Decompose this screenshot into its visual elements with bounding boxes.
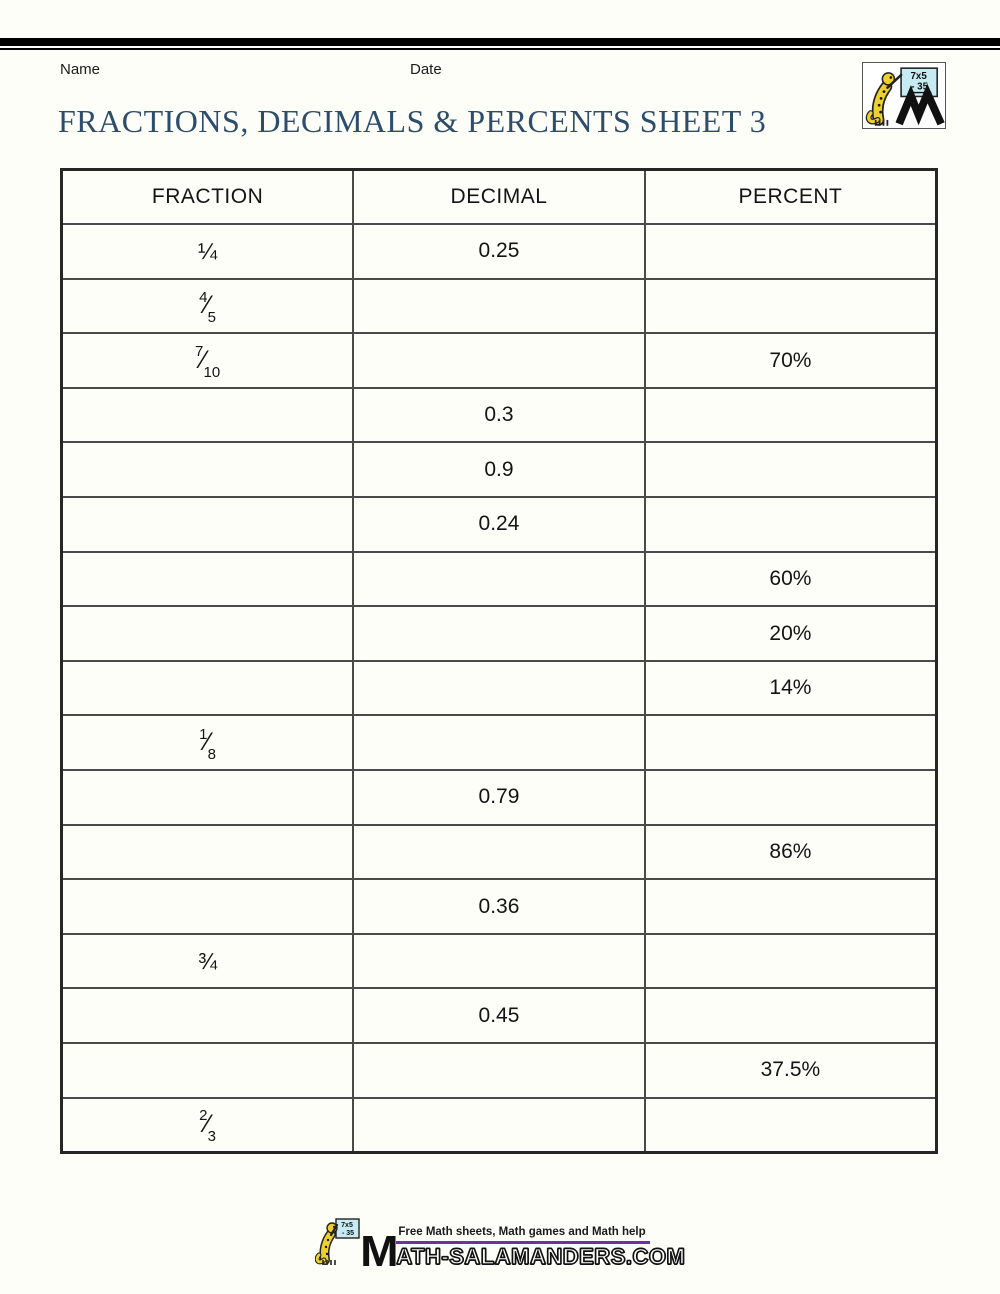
footer-salamander-icon <box>315 1216 361 1268</box>
fraction-cell <box>62 879 354 934</box>
table-row <box>62 552 937 607</box>
logo-m-icon <box>899 94 941 124</box>
top-rule-thin-line <box>0 48 1000 50</box>
fraction-value: $^1⁄_8$ <box>199 725 217 764</box>
table-header-row <box>62 170 937 225</box>
percent-cell: 14% <box>645 661 937 716</box>
decimal-cell: 0.79 <box>353 770 645 825</box>
fraction-cell <box>62 606 354 661</box>
site-logo <box>862 62 946 129</box>
top-rule <box>0 38 1000 50</box>
fraction-value: $^4⁄_5$ <box>199 288 217 327</box>
decimal-cell <box>353 1043 645 1098</box>
fraction-cell <box>62 1043 354 1098</box>
decimal-cell <box>353 825 645 880</box>
fraction-cell <box>62 715 354 770</box>
logo-board-text-1: 7x5 <box>910 70 927 82</box>
fraction-cell <box>62 1098 354 1153</box>
fraction-value: ¾ <box>197 947 218 974</box>
table-row <box>62 497 937 552</box>
date-label: Date <box>410 61 442 78</box>
footer-site-name: ATH-SALAMANDERS.COM <box>396 1243 686 1269</box>
table-row <box>62 715 937 770</box>
table-row <box>62 442 937 497</box>
footer-site-initial: M <box>359 1227 397 1277</box>
decimal-cell: 0.25 <box>353 224 645 279</box>
table-row <box>62 1043 937 1098</box>
fraction-value: ¼ <box>197 237 218 264</box>
decimal-cell: 0.36 <box>353 879 645 934</box>
percent-cell <box>645 442 937 497</box>
fraction-cell <box>62 661 354 716</box>
page-title: FRACTIONS, DECIMALS & PERCENTS SHEET 3 <box>58 103 767 139</box>
salamander-icon <box>869 73 901 126</box>
footer-tagline: Free Math sheets, Math games and Math help <box>396 1226 649 1244</box>
salamander-logo-icon <box>863 63 945 128</box>
footer <box>0 1216 1000 1277</box>
worksheet-table <box>60 168 938 1154</box>
name-label: Name <box>60 61 101 78</box>
table-row <box>62 770 937 825</box>
decimal-cell <box>353 1098 645 1153</box>
table-row <box>62 1098 937 1153</box>
percent-cell: 86% <box>645 825 937 880</box>
percent-cell: 20% <box>645 606 937 661</box>
percent-cell <box>645 715 937 770</box>
percent-cell: 60% <box>645 552 937 607</box>
fraction-cell <box>62 770 354 825</box>
decimal-cell <box>353 606 645 661</box>
decimal-cell <box>353 333 645 388</box>
table-row <box>62 661 937 716</box>
table-row <box>62 825 937 880</box>
decimal-cell <box>353 552 645 607</box>
column-header-decimal: DECIMAL <box>353 170 645 225</box>
table-row <box>62 988 937 1043</box>
fraction-cell <box>62 442 354 497</box>
table-row <box>62 879 937 934</box>
fraction-cell <box>62 224 354 279</box>
decimal-cell: 0.3 <box>353 388 645 443</box>
top-rule-thick-line <box>0 38 1000 46</box>
fraction-cell <box>62 388 354 443</box>
column-header-fraction: FRACTION <box>62 170 354 225</box>
percent-cell <box>645 879 937 934</box>
fraction-cell <box>62 552 354 607</box>
decimal-cell <box>353 661 645 716</box>
percent-cell: 37.5% <box>645 1043 937 1098</box>
decimal-cell <box>353 279 645 334</box>
decimal-cell <box>353 934 645 989</box>
fraction-value: $^7⁄_{10}$ <box>194 343 221 382</box>
percent-cell <box>645 988 937 1043</box>
footer-board-text-1: 7x5 <box>340 1222 353 1229</box>
percent-cell <box>645 279 937 334</box>
table-row <box>62 388 937 443</box>
percent-cell <box>645 1098 937 1153</box>
fraction-cell <box>62 825 354 880</box>
footer-board-text-2: - 35 <box>341 1230 354 1237</box>
table-row <box>62 606 937 661</box>
fraction-cell <box>62 279 354 334</box>
decimal-cell: 0.45 <box>353 988 645 1043</box>
decimal-cell <box>353 715 645 770</box>
percent-cell <box>645 388 937 443</box>
percent-cell: 70% <box>645 333 937 388</box>
footer-logo <box>315 1216 361 1268</box>
percent-cell <box>645 224 937 279</box>
percent-cell <box>645 497 937 552</box>
table-row <box>62 279 937 334</box>
decimal-cell: 0.24 <box>353 497 645 552</box>
table-row <box>62 333 937 388</box>
column-header-percent: PERCENT <box>645 170 937 225</box>
percent-cell <box>645 934 937 989</box>
table-row <box>62 224 937 279</box>
fraction-cell <box>62 934 354 989</box>
table-row <box>62 934 937 989</box>
fraction-value: $^2⁄_3$ <box>199 1107 217 1146</box>
fraction-cell <box>62 497 354 552</box>
fraction-cell <box>62 988 354 1043</box>
worksheet-table-body <box>62 224 937 1152</box>
logo-board-text-2: - 35 <box>911 81 929 93</box>
decimal-cell: 0.9 <box>353 442 645 497</box>
fraction-cell <box>62 333 354 388</box>
percent-cell <box>645 770 937 825</box>
